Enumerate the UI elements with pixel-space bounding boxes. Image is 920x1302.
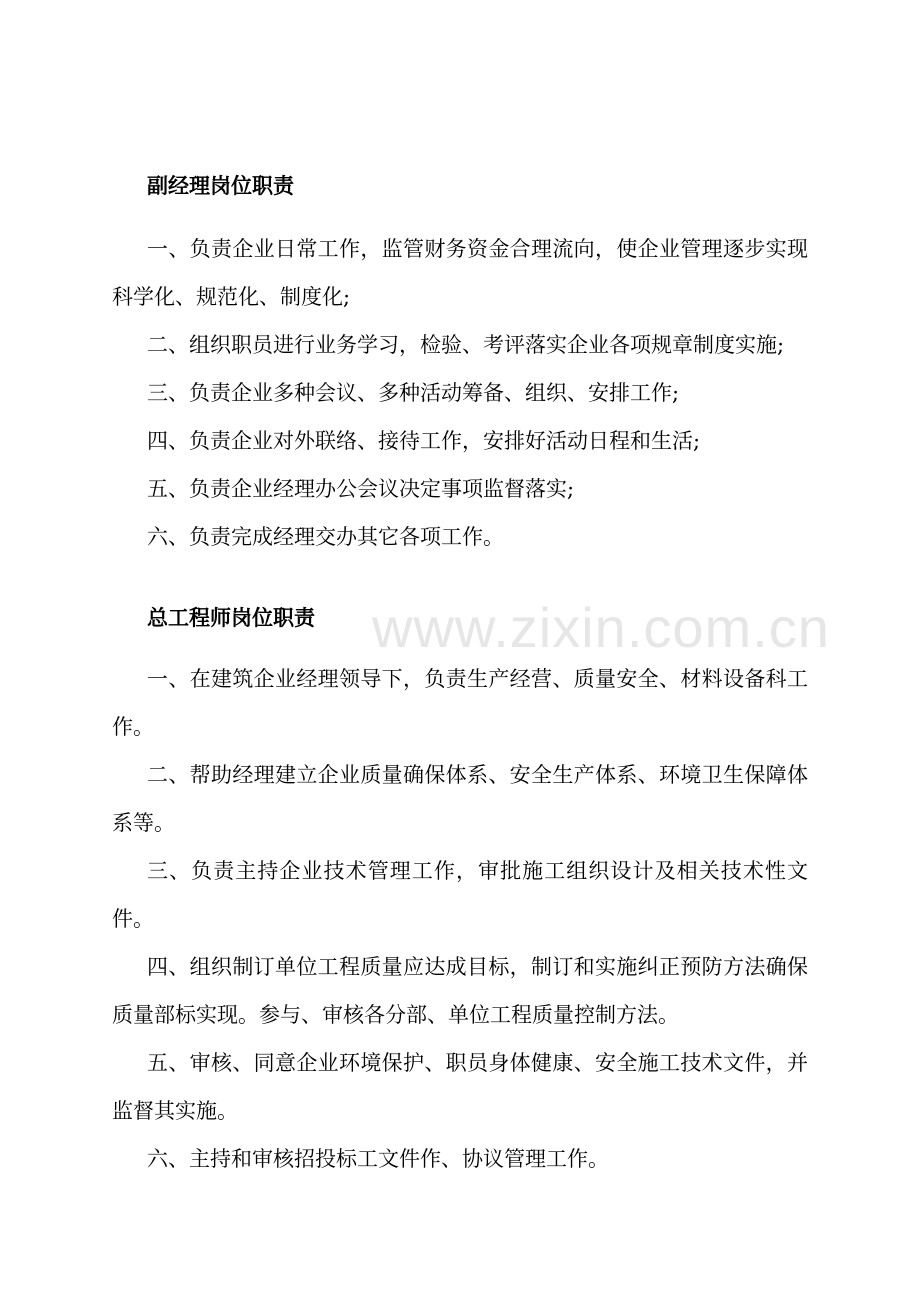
duty-paragraph: 二、组织职员进行业务学习，检验、考评落实企业各项规章制度实施;	[147, 333, 785, 357]
duty-paragraph: 四、组织制订单位工程质量应达成目标，制订和实施纠正预防方法确保质量部标实现。参与、审核各分部、单位工程质量控制方法。	[112, 955, 808, 1027]
duty-paragraph: 六、主持和审核招投标工文件作、协议管理工作。	[147, 1147, 609, 1171]
duty-paragraph: 三、负责主持企业技术管理工作，审批施工组织设计及相关技术性文件。	[112, 859, 808, 931]
duty-paragraph: 二、帮助经理建立企业质量确保体系、安全生产体系、环境卫生保障体系等。	[112, 763, 808, 835]
duty-paragraph: 三、负责企业多种会议、多种活动筹备、组织、安排工作;	[147, 381, 680, 405]
duty-paragraph: 一、负责企业日常工作，监管财务资金合理流向，使企业管理逐步实现科学化、规范化、制度化;	[112, 237, 808, 309]
watermark-text: www.zixin.com.cn	[372, 596, 830, 659]
duty-paragraph: 四、负责企业对外联络、接待工作，安排好活动日程和生活;	[147, 429, 701, 453]
section-title: 副经理岗位职责	[147, 173, 294, 198]
section-deputy-manager	[112, 174, 808, 561]
duty-paragraph: 六、负责完成经理交办其它各项工作。	[147, 525, 504, 549]
duty-paragraph: 一、在建筑企业经理领导下，负责生产经营、质量安全、材料设备科工作。	[112, 667, 808, 739]
duty-paragraph: 五、负责企业经理办公会议决定事项监督落实;	[147, 477, 575, 501]
section-title: 总工程师岗位职责	[147, 605, 315, 630]
duty-paragraph: 五、审核、同意企业环境保护、职员身体健康、安全施工技术文件，并监督其实施。	[112, 1051, 808, 1123]
section-chief-engineer	[112, 606, 808, 1183]
